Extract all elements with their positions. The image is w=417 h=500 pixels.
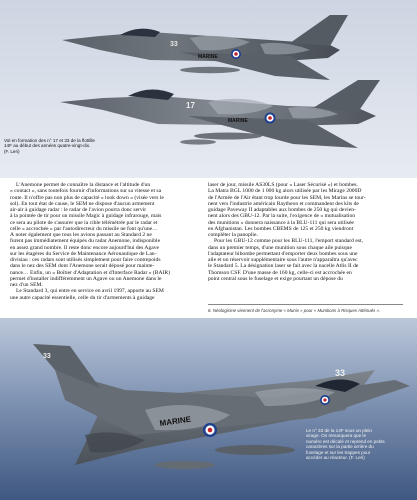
text-line: divisiau : ces radars sont utilisés simplement pour faire contrepoids bbox=[10, 257, 161, 263]
text-line: en assez grand nombre. Il reste donc encore aujourd'hui des Agave bbox=[10, 244, 160, 251]
article-column-right bbox=[208, 182, 406, 282]
aircraft-bottom-marking: MARINE bbox=[159, 414, 192, 428]
text-line: permet d'installer indifféremment un Agave ou un Anemone dans le bbox=[10, 275, 162, 282]
text-line: l'adaptateur bibombe permettant d'emporter deux bombes sous une bbox=[208, 250, 358, 257]
bottom-photo-caption bbox=[306, 428, 398, 460]
bottom-photo bbox=[0, 318, 417, 500]
caption-line: Le n° 33 de la 14F sous un plein bbox=[306, 428, 372, 433]
caption-line: numéro est décalé et reprend en petits bbox=[306, 438, 385, 444]
text-line: air-air à guidage radar : le radar de l'avion pourra donc servir bbox=[10, 207, 147, 213]
caption-line: fuselage et sur les trappes pour bbox=[306, 449, 371, 455]
text-line: point central sous le fuselage et exige pourtant un dépose du bbox=[208, 275, 343, 282]
text-line: À noter également que tous les avions passant au Standard 2 ne bbox=[10, 232, 152, 238]
text-line: Thomson CSF. D'une masse de 160 kg, celle-ci est accrochée en bbox=[208, 269, 352, 276]
footnote: 6. Néologisme viennent de l'acronyme « Munis » pour « Munitions à Risques Atténués ». bbox=[208, 308, 381, 313]
caption-line: accéder au réacteur. (F. Leri) bbox=[306, 455, 365, 461]
text-line: compléter la panoplie. bbox=[208, 232, 258, 238]
text-line: à la pointée de tir pour un missile Magic à guidage infrarouge, mais bbox=[10, 213, 162, 220]
caption-line: caractères sur la partie arrière du bbox=[306, 444, 374, 450]
caption-line: Vol en formation des n° 17 et 33 de la flottille bbox=[4, 138, 95, 143]
text-line: L'Anemone permet de connaître la distance et l'altitude d'un bbox=[16, 182, 151, 188]
aircraft-bottom-number-tail: 33 bbox=[43, 353, 51, 360]
text-line: dans un premier temps, d'une munition sous chaque aile puisque bbox=[208, 244, 352, 251]
text-line: sol). En tout état de cause, le SEM ne dispose d'aucun armement bbox=[10, 200, 155, 207]
text-line: « contact », sans toutefois fournir d'informations sur sa vitesse et sa bbox=[10, 188, 162, 195]
text-line: guidage Paveway II adaptables aux bombes de 250 kg qui devien- bbox=[208, 207, 356, 213]
aircraft-bottom-number: 33 bbox=[335, 368, 346, 378]
text-line: La Matra BGL 1000 de 1 000 kg alors utilisée par les Mirage 2000D bbox=[208, 188, 362, 195]
text-line: Pour les GBU-12 comme pour les BLU-111, l'emport standard est, bbox=[214, 238, 363, 245]
text-line: sur les étagères du Service de Maintenance Aéronautique de Lan- bbox=[10, 250, 157, 257]
aircraft-photo-bottom bbox=[15, 340, 415, 500]
text-line: Le Standard 3, qui entre en service en avril 1997, apporte au SEM bbox=[16, 288, 164, 295]
text-line: en Afghanistan. Les bombes CBEMS de 125 et 250 kg viendront bbox=[208, 225, 354, 232]
text-line: furent pas immédiatement équipés du radar Anemone, indisponible bbox=[10, 238, 161, 245]
text-line: des munitions » donnera naissance à la BLU-111 qui sera utilisée bbox=[208, 219, 354, 226]
text-line: nent alors des GBU-12. Par la suite, l'exigence de « mutualisation bbox=[208, 213, 356, 220]
text-line: une autre capacité essentielle, celle du tir d'armements à guidage bbox=[10, 294, 155, 301]
text-line: aile et un réservoir supplémentaire sous l'autre n'apparaîtra qu'avec bbox=[208, 257, 358, 263]
text-line: de l'Armée de l'Air étant trop lourde pour les SEM, les Marins se tour- bbox=[208, 194, 366, 201]
caption-line: (F. Leri) bbox=[4, 148, 20, 154]
text-line: route. Il n'offre pas non plus de capacité « look down » (visée vers le bbox=[10, 194, 164, 201]
text-line: nez d'un SEM. bbox=[10, 282, 43, 288]
footnote-divider bbox=[208, 304, 403, 305]
article-column-left bbox=[10, 182, 205, 301]
aircraft-top-number: 33 bbox=[170, 41, 178, 48]
caption-line: virage. On remarquera que le bbox=[306, 433, 367, 439]
caption-line: 14F au début des années quatre-vingt-dix. bbox=[4, 143, 91, 149]
aircraft-middle-number: 17 bbox=[186, 101, 195, 110]
text-line: le Standard 5. La désignation laser se fait avec la nacelle Atlis II de bbox=[208, 263, 359, 270]
top-photo-caption bbox=[4, 138, 124, 154]
text-line: nent vers l'industrie américain Raytheon et commandent des kits de bbox=[208, 200, 359, 207]
top-photo bbox=[0, 0, 417, 178]
aircraft-middle-marking: MARINE bbox=[228, 118, 248, 124]
text-line: ce sera au pilote de s'assurer que la cible télémétrée par le radar et bbox=[10, 219, 158, 226]
text-line: dans le nez des SEM dont l'Anemone serait déposé pour mainte- bbox=[10, 263, 155, 270]
text-line: laser de jour, missile AS30LS (pour « Laser Sécurisé ») et bombes. bbox=[208, 182, 359, 188]
aircraft-photo-middle bbox=[58, 78, 388, 168]
aircraft-top-marking: MARINE bbox=[198, 54, 218, 60]
text-line: nance… Enfin, un « Boîtier d'Adaptation et d'Interface Radar » (BAIR) bbox=[10, 269, 170, 276]
text-line: celle « accrochée » par l'autodirecteur du missile ne font qu'une… bbox=[10, 225, 158, 232]
